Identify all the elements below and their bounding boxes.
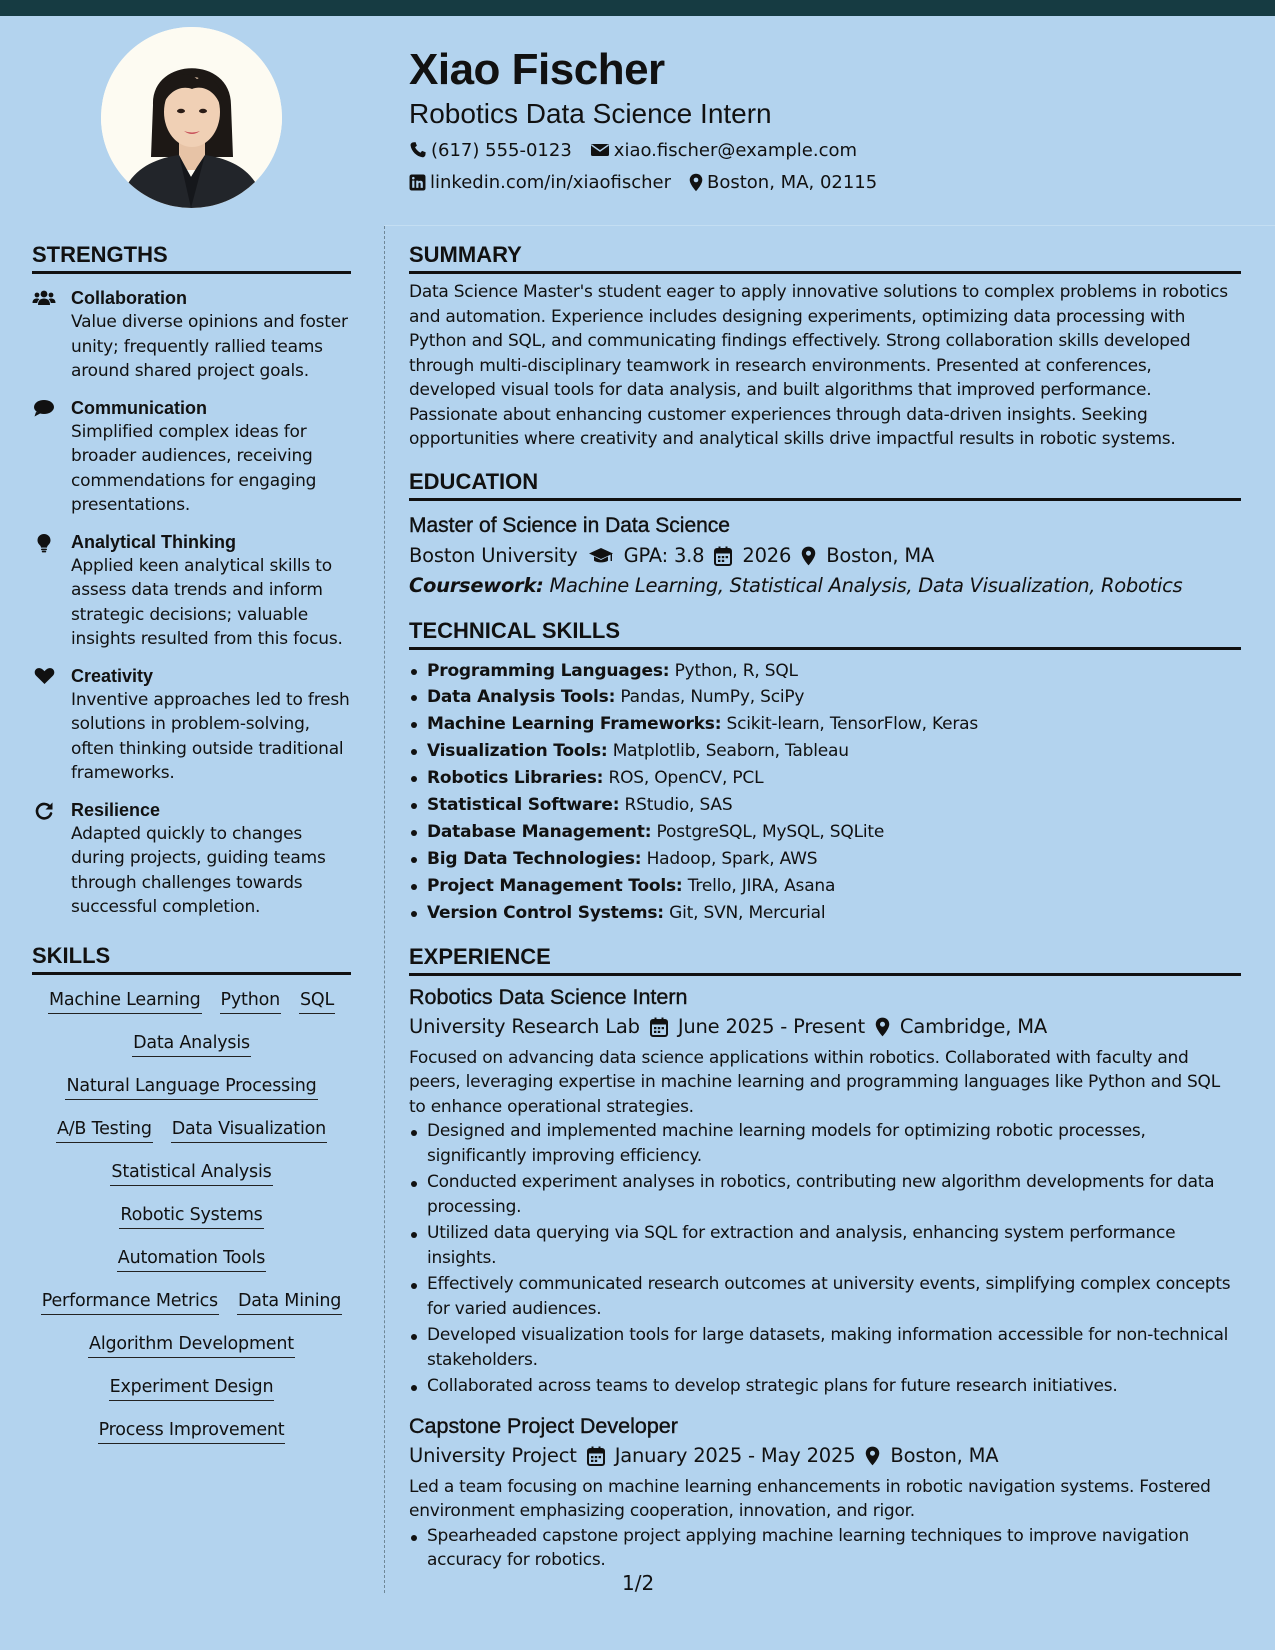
page-number: 1/2 (622, 1571, 655, 1595)
tech-skill-value: Hadoop, Spark, AWS (646, 848, 818, 869)
tech-skill-value: Trello, JIRA, Asana (687, 875, 836, 896)
skills-list (32, 987, 351, 1444)
tech-skill-label: Version Control Systems: (427, 902, 664, 923)
job-bullets (409, 1119, 1241, 1399)
tech-skill-item (409, 711, 1241, 738)
redo-icon (32, 801, 56, 821)
strength-title: Communication (71, 397, 208, 418)
strength-title: Analytical Thinking (71, 531, 237, 552)
tech-skill-value: Python, R, SQL (674, 660, 798, 681)
phone-contact[interactable] (409, 140, 572, 161)
job-bullet: Utilized data querying via SQL for extraction and analysis, enhancing system performance insights. (409, 1221, 1241, 1270)
skill-tag: SQL (299, 987, 335, 1014)
strength-desc: Value diverse opinions and foster unity; frequently rallied teams around shared project goals. (71, 312, 348, 381)
heart-icon (32, 667, 56, 687)
resume-header (409, 42, 1249, 198)
skill-tag: Statistical Analysis (110, 1159, 272, 1186)
skill-tag: Data Mining (237, 1288, 342, 1315)
strengths-rule (32, 271, 351, 274)
summary-text: Data Science Master's student eager to apply innovative solutions to complex problems in robotics and automation. Experience includes designing experiments, optimizing data processing with Python and SQL, and communicating findings effectively. Strong collaboration skills developed through multi-disciplinary teamwork in research environments. Presented at conferences, developed visual tools for data analysis, and built algorithms that improved performance. Passionate about enhancing customer experiences through data-driven insights. Seeking opportunities where creativity and analytical skills drive impactful results in robotic systems. (409, 282, 1228, 449)
job-location: Cambridge, MA (899, 1014, 1047, 1038)
tech-skill-item (409, 819, 1241, 846)
education-rule (409, 498, 1241, 501)
email-contact[interactable] (590, 140, 857, 161)
tech-skill-item (409, 792, 1241, 819)
coursework-list: Machine Learning, Statistical Analysis, Data Visualization, Robotics (549, 573, 1183, 597)
technical-skills-section (409, 617, 1241, 927)
candidate-name: Xiao Fischer (409, 45, 665, 94)
tech-skill-label: Machine Learning Frameworks: (427, 714, 722, 735)
tech-skill-value: PostgreSQL, MySQL, SQLite (656, 821, 885, 842)
email-text: xiao.fischer@example.com (613, 139, 858, 161)
skill-tag: Data Analysis (132, 1030, 251, 1057)
job-bullet: Spearheaded capstone project applying machine learning techniques to improve navigation accuracy for robotics. (409, 1524, 1241, 1573)
linkedin-contact[interactable] (409, 172, 671, 193)
tech-skill-item (409, 738, 1241, 765)
profile-photo (101, 27, 282, 208)
technical-skills-title: TECHNICAL SKILLS (409, 617, 621, 643)
job-org: University Research Lab (409, 1014, 640, 1038)
job-bullets (409, 1524, 1241, 1573)
job-entry (409, 982, 1241, 1399)
tech-skill-label: Robotics Libraries: (427, 768, 604, 789)
comment-icon (32, 399, 56, 419)
tech-skill-value: Scikit-learn, TensorFlow, Keras (726, 714, 979, 735)
skill-tag: Natural Language Processing (65, 1073, 317, 1100)
strength-title: Creativity (71, 665, 154, 686)
school-location: Boston, MA (826, 543, 935, 567)
tech-skill-label: Data Analysis Tools: (427, 687, 616, 708)
envelope-icon (590, 142, 610, 158)
skill-tag: Machine Learning (48, 987, 202, 1014)
summary-title: SUMMARY (409, 242, 522, 267)
job-title: Robotics Data Science Intern (409, 984, 688, 1009)
job-description: Focused on advancing data science applications within robotics. Collaborated with faculty and peers, leveraging expertise in machine learning and programming languages like Python and SQL to enhance operational strategies. (409, 1047, 1220, 1117)
job-meta (409, 1012, 1241, 1042)
job-description: Led a team focusing on machine learning enhancements in robotic navigation systems. Fostered environment emphasizing cooperation, innovation, and rigor. (409, 1476, 1211, 1522)
technical-skills-rule (409, 647, 1241, 650)
job-dates: June 2025 - Present (677, 1014, 865, 1038)
top-accent-bar (0, 0, 1275, 16)
tech-skill-label: Programming Languages: (427, 660, 670, 681)
strength-title: Resilience (71, 799, 161, 820)
gpa-text: GPA: 3.8 (623, 543, 705, 567)
map-marker-icon (689, 173, 703, 192)
job-bullet: Effectively communicated research outcomes at university events, simplifying complex concepts for varied audiences. (409, 1272, 1241, 1321)
map-marker-icon (875, 1017, 890, 1037)
tech-skill-value: Matplotlib, Seaborn, Tableau (612, 741, 849, 762)
tech-skill-label: Statistical Software: (427, 795, 620, 816)
tech-skill-value: RStudio, SAS (624, 795, 733, 816)
strength-item (32, 396, 351, 518)
header-divider (384, 225, 1275, 226)
tech-skill-item (409, 658, 1241, 685)
strength-desc: Adapted quickly to changes during projects, guiding teams through challenges towards successful completion. (71, 823, 326, 917)
contact-row-2 (409, 166, 1249, 198)
strength-item (32, 286, 351, 384)
skills-rule (32, 972, 351, 975)
experience-title: EXPERIENCE (409, 943, 551, 969)
skill-tag: Data Visualization (171, 1116, 327, 1143)
map-marker-icon (865, 1446, 880, 1466)
job-meta (409, 1441, 1241, 1471)
lightbulb-icon (32, 533, 56, 553)
skill-tag: Python (220, 987, 281, 1014)
tech-skill-item (409, 846, 1241, 873)
job-bullet: Collaborated across teams to develop strategic plans for future research initiatives. (409, 1374, 1241, 1399)
linkedin-text: linkedin.com/in/xiaofischer (430, 171, 671, 193)
calendar-icon (714, 546, 732, 566)
strength-item (32, 798, 351, 920)
left-column (32, 241, 351, 1444)
column-divider (384, 226, 385, 1593)
tech-skill-item (409, 765, 1241, 792)
strength-desc: Applied keen analytical skills to assess data trends and inform strategic decisions; valuable insights resulted from this focus. (71, 555, 343, 649)
school-name: Boston University (409, 543, 578, 567)
job-title: Capstone Project Developer (409, 1413, 678, 1438)
job-entry (409, 1411, 1241, 1573)
location-contact (689, 172, 877, 193)
phone-text: (617) 555-0123 (431, 139, 572, 161)
skills-title: SKILLS (32, 942, 111, 968)
summary-rule (409, 271, 1241, 274)
strengths-title: STRENGTHS (32, 242, 168, 267)
education-section (409, 468, 1241, 601)
strength-item (32, 664, 351, 786)
tech-skill-label: Database Management: (427, 821, 652, 842)
users-icon (32, 289, 56, 309)
strength-desc: Inventive approaches led to fresh solutions in problem-solving, often thinking outside traditional frameworks. (71, 689, 350, 783)
skill-tag: A/B Testing (56, 1116, 153, 1143)
tech-skill-value: ROS, OpenCV, PCL (608, 768, 764, 789)
degree-title: Master of Science in Data Science (409, 513, 730, 537)
job-org: University Project (409, 1443, 577, 1467)
education-title: EDUCATION (409, 468, 539, 494)
skill-tag: Performance Metrics (41, 1288, 219, 1315)
skill-tag: Algorithm Development (88, 1331, 295, 1358)
experience-rule (409, 973, 1241, 976)
job-dates: January 2025 - May 2025 (614, 1443, 856, 1467)
tech-skill-item (409, 684, 1241, 711)
tech-skill-value: Git, SVN, Mercurial (669, 902, 826, 923)
strength-item (32, 530, 351, 652)
skill-tag: Process Improvement (98, 1417, 286, 1444)
strength-title: Collaboration (71, 288, 187, 308)
phone-icon (409, 141, 427, 159)
job-bullet: Conducted experiment analyses in robotics, contributing new algorithm developments for data processing. (409, 1170, 1241, 1219)
job-bullet: Developed visualization tools for large datasets, making information accessible for non-technical stakeholders. (409, 1323, 1241, 1372)
skill-tag: Automation Tools (117, 1245, 266, 1272)
coursework-label: Coursework: (409, 573, 544, 597)
graduation-cap-icon (588, 547, 614, 565)
technical-skills-list (409, 658, 1241, 927)
tech-skill-value: Pandas, NumPy, SciPy (620, 687, 805, 708)
linkedin-icon (409, 174, 426, 191)
location-text: Boston, MA, 02115 (707, 171, 878, 193)
calendar-icon (587, 1446, 605, 1466)
tech-skill-label: Visualization Tools: (427, 741, 608, 762)
job-location: Boston, MA (890, 1443, 999, 1467)
contact-row-1 (409, 134, 1249, 166)
coursework-line (409, 571, 1241, 601)
calendar-icon (650, 1017, 668, 1037)
candidate-role: Robotics Data Science Intern (409, 98, 772, 129)
strength-desc: Simplified complex ideas for broader audiences, receiving commendations for engaging presentations. (71, 421, 317, 515)
experience-section (409, 943, 1241, 1573)
tech-skill-label: Big Data Technologies: (427, 848, 642, 869)
job-bullet: Designed and implemented machine learning models for optimizing robotic processes, significantly improving efficiency. (409, 1119, 1241, 1168)
education-meta (409, 541, 1241, 571)
tech-skill-item (409, 873, 1241, 900)
tech-skill-item (409, 900, 1241, 927)
skill-tag: Experiment Design (109, 1374, 275, 1401)
tech-skill-label: Project Management Tools: (427, 875, 683, 896)
skill-tag: Robotic Systems (119, 1202, 263, 1229)
map-marker-icon (801, 546, 816, 566)
graduation-year: 2026 (742, 543, 792, 567)
right-column (409, 241, 1241, 1575)
